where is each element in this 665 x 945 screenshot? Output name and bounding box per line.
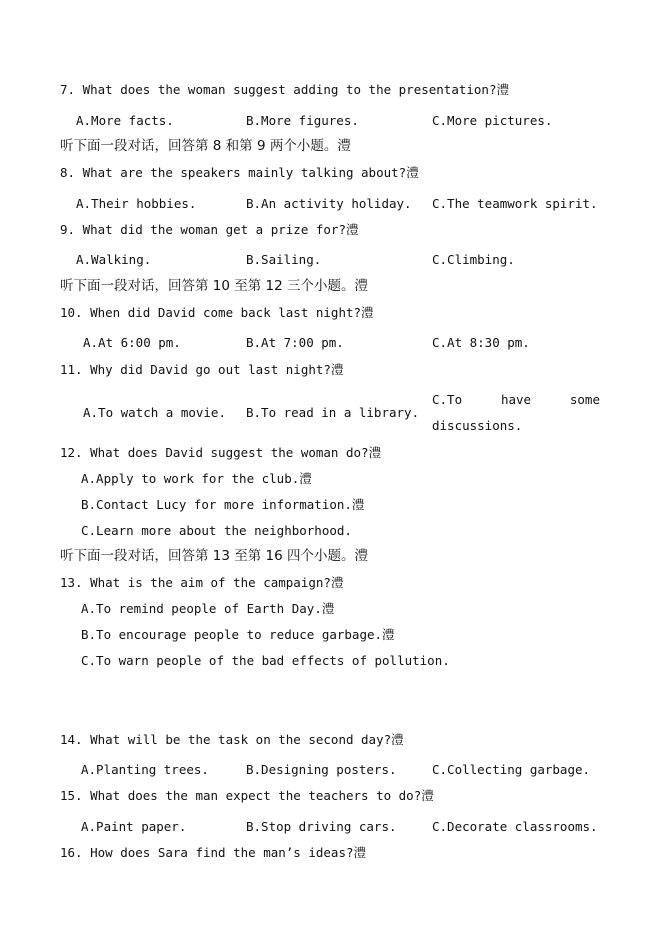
question-11-mark: 澧: [330, 362, 344, 377]
section-instruction-3-text: 听下面一段对话，回答第 13 至第 16 四个小题。: [60, 548, 355, 564]
question-14: [60, 732, 404, 748]
question-13-option-b: B.To encourage people to reduce garbage.澧: [81, 627, 395, 642]
question-13-stem: 13. What is the aim of the campaign?: [60, 575, 331, 590]
question-12-option-a: A.Apply to work for the club.澧: [81, 471, 312, 486]
question-8-stem: 8. What are the speakers mainly talking about?: [60, 165, 407, 180]
question-7-option-a: A.More facts.: [76, 113, 174, 128]
question-15-mark: 澧: [421, 788, 434, 803]
section-instruction-3: [60, 548, 368, 564]
question-9-option-c: C.Climbing.: [432, 252, 515, 267]
question-12-mark: 澧: [368, 445, 382, 460]
section-instruction-1-text: 听下面一段对话，回答第 8 和第 9 两个小题。: [60, 138, 338, 154]
question-16-stem: 16. How does Sara find the man’s ideas?: [60, 845, 354, 860]
question-11-option-c-line-1: [432, 387, 600, 413]
question-9-option-b: B.Sailing.: [246, 252, 322, 267]
section-instruction-3-mark: 澧: [354, 548, 369, 564]
question-8-option-a: A.Their hobbies.: [76, 196, 197, 211]
question-11-option-c-word-2: have: [500, 392, 532, 407]
question-14-option-c: C.Collecting garbage.: [432, 762, 591, 777]
question-8: [60, 165, 419, 181]
question-16-mark: 澧: [353, 845, 367, 860]
question-7-stem: 7. What does the woman suggest adding to the presentation?: [60, 82, 497, 97]
section-instruction-2-mark: 澧: [354, 278, 369, 294]
question-7-mark: 澧: [496, 82, 510, 97]
question-9-stem: 9. What did the woman get a prize for?: [60, 222, 346, 237]
question-11-option-a: A.To watch a movie.: [83, 405, 226, 420]
question-15-option-a: A.Paint paper.: [81, 819, 187, 834]
section-instruction-1-mark: 澧: [337, 138, 351, 154]
question-16: [60, 845, 366, 861]
section-instruction-2-text: 听下面一段对话，回答第 10 至第 12 三个小题。: [60, 278, 355, 294]
question-12-option-c: C.Learn more about the neighborhood.: [81, 523, 352, 538]
question-11-option-c-word-1: C.To: [432, 392, 463, 407]
section-instruction-2: [60, 278, 368, 294]
question-10-option-a: A.At 6:00 pm.: [83, 335, 181, 350]
question-14-mark: 澧: [391, 732, 404, 747]
question-15-option-b: B.Stop driving cars.: [246, 819, 397, 834]
question-9-option-a: A.Walking.: [76, 252, 152, 267]
question-7: [60, 82, 509, 98]
question-14-option-b: B.Designing posters.: [246, 762, 397, 777]
question-14-stem: 14. What will be the task on the second day?: [60, 732, 392, 747]
question-11-option-c-line-2: discussions.: [432, 418, 523, 433]
question-10: [60, 305, 374, 321]
question-15-option-c: C.Decorate classrooms.: [432, 819, 598, 834]
question-11-option-b: B.To read in a library.: [246, 405, 420, 420]
question-8-mark: 澧: [406, 165, 419, 180]
question-11: [60, 362, 343, 378]
question-7-option-b: B.More figures.: [246, 113, 359, 128]
question-9: [60, 222, 359, 238]
question-11-option-c: [432, 387, 600, 439]
question-13-option-a: A.To remind people of Earth Day.澧: [81, 601, 335, 616]
question-9-mark: 澧: [345, 222, 359, 237]
question-12: [60, 445, 381, 461]
question-15: [60, 788, 434, 804]
question-11-stem: 11. Why did David go out last night?: [60, 362, 331, 377]
question-12-option-b: B.Contact Lucy for more information.澧: [81, 497, 365, 512]
question-10-mark: 澧: [361, 305, 374, 320]
question-8-option-c: C.The teamwork spirit.: [432, 196, 598, 211]
question-14-option-a: A.Planting trees.: [81, 762, 209, 777]
question-13-option-c: C.To warn people of the bad effects of pollution.: [81, 653, 450, 668]
section-instruction-1: [60, 138, 351, 154]
question-10-stem: 10. When did David come back last night?: [60, 305, 362, 320]
question-10-option-c: C.At 8:30 pm.: [432, 335, 530, 350]
question-13: [60, 575, 343, 591]
question-8-option-b: B.An activity holiday.: [246, 196, 412, 211]
question-13-mark: 澧: [330, 575, 344, 590]
question-12-stem: 12. What does David suggest the woman do?: [60, 445, 369, 460]
question-15-stem: 15. What does the man expect the teachers to do?: [60, 788, 422, 803]
question-7-option-c: C.More pictures.: [432, 113, 553, 128]
question-10-option-b: B.At 7:00 pm.: [246, 335, 344, 350]
question-11-option-c-word-3: some: [569, 392, 600, 407]
